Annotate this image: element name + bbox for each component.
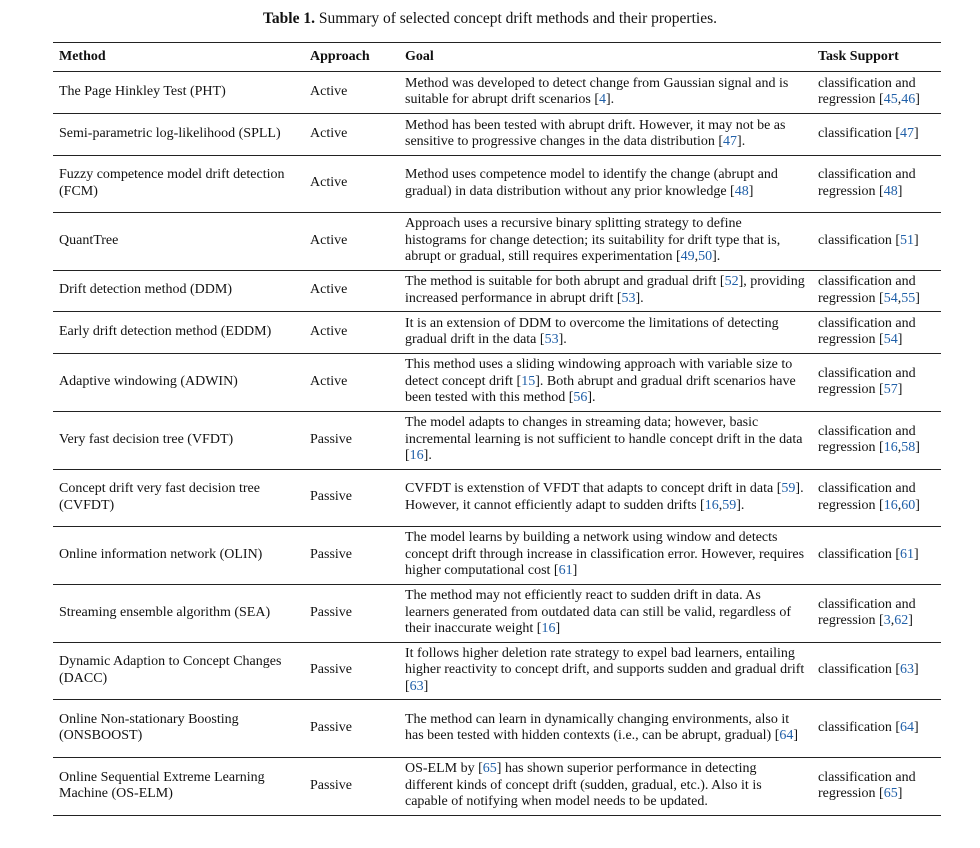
cell-approach: Passive <box>304 757 399 815</box>
table-row <box>53 699 941 757</box>
cell-approach: Passive <box>304 642 399 699</box>
text-run: , <box>897 497 902 513</box>
citation-link[interactable]: 45 <box>883 92 898 107</box>
citation-link[interactable]: 49 <box>680 249 695 265</box>
cell-goal <box>399 642 812 699</box>
citation-link[interactable]: 50 <box>698 249 713 265</box>
cell-goal <box>399 699 812 757</box>
cell-method: Early drift detection method (EDDM) <box>53 311 304 353</box>
cell-method: Online Sequential Extreme Learning Machine (OS-ELM) <box>53 757 304 815</box>
cell-method: Streaming ensemble algorithm (SEA) <box>53 584 304 642</box>
table-caption-label: Table 1. <box>262 10 315 27</box>
citation-link[interactable]: 64 <box>900 719 915 735</box>
table-row <box>53 353 941 411</box>
cell-task-support <box>812 469 941 526</box>
citation-link[interactable]: 46 <box>901 92 916 107</box>
text-run: ]. <box>423 448 432 464</box>
text-run: ] <box>915 440 920 455</box>
table-row <box>53 526 941 584</box>
cell-task-support <box>812 311 941 353</box>
text-run: ]. <box>606 92 615 107</box>
citation-link[interactable]: 48 <box>883 183 898 199</box>
text-run: , <box>694 249 699 265</box>
text-run: ]. <box>587 390 596 406</box>
table-row <box>53 469 941 526</box>
text-run: classification and regression [ <box>818 596 916 628</box>
cell-approach: Active <box>304 311 399 353</box>
cell-task-support <box>812 113 941 155</box>
citation-link[interactable]: 54 <box>883 332 898 347</box>
text-run: classification and regression [ <box>818 365 916 397</box>
cell-approach: Passive <box>304 469 399 526</box>
text-run: classification and regression [ <box>818 167 916 199</box>
citation-link[interactable]: 63 <box>409 678 424 694</box>
cell-goal <box>399 155 812 212</box>
text-run: ]. <box>736 497 745 513</box>
table-body <box>53 71 941 815</box>
cell-method: The Page Hinkley Test (PHT) <box>53 71 304 113</box>
concept-drift-table <box>53 42 941 816</box>
text-run: Method has been tested with abrupt drift. However, it may not be as sensitive to progressive changes in the data distribution [ <box>405 117 786 149</box>
cell-method: Online information network (OLIN) <box>53 526 304 584</box>
cell-approach: Active <box>304 353 399 411</box>
citation-link[interactable]: 16 <box>409 448 424 464</box>
text-run: ] <box>793 728 799 743</box>
text-run: ] <box>897 382 903 397</box>
cell-method: Drift detection method (DDM) <box>53 270 304 311</box>
table-row <box>53 212 941 270</box>
table-row <box>53 757 941 815</box>
citation-link[interactable]: 47 <box>900 125 915 141</box>
cell-approach: Passive <box>304 699 399 757</box>
citation-link[interactable]: 59 <box>781 481 796 496</box>
citation-link[interactable]: 58 <box>901 440 916 455</box>
text-run: ]. <box>635 290 644 306</box>
text-run: It is an extension of DDM to overcome the limitations of detecting gradual drift in the data [ <box>405 315 779 347</box>
cell-method: Dynamic Adaption to Concept Changes (DACC) <box>53 642 304 699</box>
cell-goal <box>399 212 812 270</box>
citation-link[interactable]: 15 <box>521 373 536 389</box>
text-run: ] <box>572 563 578 579</box>
text-run: The method can learn in dynamically changing environments, also it has been tested with hidden contexts (i.e., can be abrupt, gradual) [ <box>405 711 790 743</box>
text-run: It follows higher deletion rate strategy to expel bad learners, entailing higher reactivity to concept drift, and supports sudden and gradual drift [ <box>405 645 805 694</box>
citation-link[interactable]: 3 <box>883 613 891 628</box>
text-run: ]. <box>737 134 746 149</box>
citation-link[interactable]: 47 <box>723 134 738 149</box>
citation-link[interactable]: 16 <box>883 497 898 513</box>
table-row <box>53 584 941 642</box>
text-run: ] <box>897 332 903 347</box>
text-run: , <box>718 497 723 513</box>
text-run: ]. Both abrupt and gradual drift scenarios have been tested with this method [ <box>405 373 796 406</box>
citation-link[interactable]: 55 <box>901 290 916 306</box>
citation-link[interactable]: 65 <box>482 761 497 777</box>
table-row <box>53 411 941 469</box>
citation-link[interactable]: 62 <box>894 613 909 628</box>
cell-task-support <box>812 411 941 469</box>
cell-goal <box>399 757 812 815</box>
text-run: The model adapts to changes in streaming data; however, basic incremental learning is not sufficient to handle concept drift in the data [ <box>405 415 803 464</box>
table-row <box>53 642 941 699</box>
cell-goal <box>399 353 812 411</box>
table-row <box>53 270 941 311</box>
cell-goal <box>399 311 812 353</box>
table-container <box>53 42 941 816</box>
table-row <box>53 155 941 212</box>
cell-method: QuantTree <box>53 212 304 270</box>
text-run: ] <box>914 546 919 562</box>
cell-task-support <box>812 353 941 411</box>
text-run: ] <box>897 183 903 199</box>
text-run: ] <box>914 719 919 735</box>
citation-link[interactable]: 61 <box>900 546 915 562</box>
header-method: Method <box>53 43 304 72</box>
cell-goal <box>399 526 812 584</box>
text-run: The model learns by building a network using window and detects concept drift through increase in classification error. However, requires higher computational cost [ <box>405 530 805 579</box>
text-run: ] <box>555 621 561 637</box>
citation-link[interactable]: 56 <box>573 390 588 406</box>
text-run: , <box>897 92 902 107</box>
citation-link[interactable]: 63 <box>900 662 915 678</box>
citation-link[interactable]: 53 <box>544 332 559 347</box>
text-run: The method is suitable for both abrupt and gradual drift [ <box>405 274 725 289</box>
table-row <box>53 311 941 353</box>
text-run: The method may not efficiently react to sudden drift in data. As learners generated from outdated data can still be valid, regardless of their inaccurate weight [ <box>405 588 792 637</box>
text-run: ] <box>914 232 919 248</box>
citation-link[interactable]: 16 <box>883 440 898 455</box>
citation-link[interactable]: 51 <box>900 232 915 248</box>
text-run: CVFDT is extenstion of VFDT that adapts to concept drift in data [ <box>405 481 782 496</box>
citation-link[interactable]: 64 <box>779 728 794 743</box>
header-goal: Goal <box>399 43 812 72</box>
cell-goal <box>399 270 812 311</box>
text-run: classification [ <box>818 232 901 248</box>
cell-task-support <box>812 642 941 699</box>
text-run: ] <box>914 125 919 141</box>
cell-goal <box>399 584 812 642</box>
citation-link[interactable]: 59 <box>722 497 737 513</box>
citation-link[interactable]: 57 <box>883 382 898 397</box>
citation-link[interactable]: 60 <box>901 497 916 513</box>
citation-link[interactable]: 54 <box>883 290 898 306</box>
cell-approach: Active <box>304 270 399 311</box>
text-run: ] <box>915 92 920 107</box>
citation-link[interactable]: 16 <box>541 621 556 637</box>
cell-method: Adaptive windowing (ADWIN) <box>53 353 304 411</box>
text-run: classification and regression [ <box>818 423 916 455</box>
cell-task-support <box>812 584 941 642</box>
text-run: classification and regression [ <box>818 315 916 347</box>
text-run: ] <box>915 497 920 513</box>
text-run: ] <box>423 678 429 694</box>
cell-approach: Active <box>304 155 399 212</box>
table-header-row <box>53 43 941 72</box>
table-row <box>53 71 941 113</box>
text-run: classification and regression [ <box>818 769 916 801</box>
cell-approach: Passive <box>304 411 399 469</box>
text-run: , <box>897 440 902 455</box>
cell-goal <box>399 469 812 526</box>
cell-task-support <box>812 155 941 212</box>
citation-link[interactable]: 4 <box>599 92 606 107</box>
text-run: ] <box>915 290 920 306</box>
cell-goal <box>399 71 812 113</box>
text-run: ] <box>908 613 913 628</box>
text-run: classification and regression [ <box>818 481 916 513</box>
citation-link[interactable]: 65 <box>883 786 898 801</box>
text-run: classification [ <box>818 546 901 562</box>
citation-link[interactable]: 16 <box>704 497 719 513</box>
text-run: This method uses a sliding windowing approach with variable size to detect concept drift [ <box>405 357 793 389</box>
cell-approach: Active <box>304 113 399 155</box>
text-run: , <box>890 613 895 628</box>
text-run: , <box>897 290 902 306</box>
text-run: classification and regression [ <box>818 274 916 306</box>
cell-method: Semi-parametric log-likelihood (SPLL) <box>53 113 304 155</box>
text-run: classification [ <box>818 662 901 678</box>
citation-link[interactable]: 48 <box>734 183 749 199</box>
citation-link[interactable]: 61 <box>558 563 573 579</box>
cell-approach: Active <box>304 71 399 113</box>
header-task-support: Task Support <box>812 43 941 72</box>
text-run: classification [ <box>818 719 901 735</box>
text-run: ] <box>914 662 919 678</box>
table-row <box>53 113 941 155</box>
text-run: classification [ <box>818 125 901 141</box>
text-run: ]. <box>558 332 567 347</box>
text-run: OS-ELM by [ <box>405 761 483 777</box>
cell-method: Online Non-stationary Boosting (ONSBOOST) <box>53 699 304 757</box>
cell-approach: Passive <box>304 584 399 642</box>
text-run: ]. However, it cannot efficiently adapt to sudden drifts [ <box>405 481 804 513</box>
text-run: Method was developed to detect change from Gaussian signal and is suitable for abrupt drift scenarios [ <box>405 75 789 107</box>
cell-goal <box>399 113 812 155</box>
cell-approach: Active <box>304 212 399 270</box>
citation-link[interactable]: 53 <box>621 290 636 306</box>
citation-link[interactable]: 52 <box>724 274 739 289</box>
header-approach: Approach <box>304 43 399 72</box>
cell-task-support <box>812 71 941 113</box>
cell-approach: Passive <box>304 526 399 584</box>
cell-method: Concept drift very fast decision tree (CVFDT) <box>53 469 304 526</box>
text-run: ] <box>897 786 903 801</box>
cell-task-support <box>812 699 941 757</box>
cell-method: Very fast decision tree (VFDT) <box>53 411 304 469</box>
text-run: ], providing increased performance in abrupt drift [ <box>405 274 805 306</box>
text-run: ] <box>748 183 754 199</box>
text-run: classification and regression [ <box>818 75 916 107</box>
text-run: ]. <box>712 249 721 265</box>
cell-task-support <box>812 270 941 311</box>
table-caption <box>0 10 980 28</box>
cell-method: Fuzzy competence model drift detection (FCM) <box>53 155 304 212</box>
text-run: Approach uses a recursive binary splitting strategy to define histograms for change detection; its suitability for drift type that is, abrupt or gradual, still requires experimentation [ <box>405 216 781 265</box>
text-run: ] has shown superior performance in detecting different kinds of concept drift (sudden, gradual, etc.). Also it is capable of notifying when model needs to be updated. <box>405 761 762 810</box>
cell-task-support <box>812 526 941 584</box>
cell-task-support <box>812 212 941 270</box>
cell-task-support <box>812 757 941 815</box>
table-caption-text: Summary of selected concept drift methods and their properties. <box>318 10 717 27</box>
text-run: Method uses competence model to identify the change (abrupt and gradual) in data distribution without any prior knowledge [ <box>405 167 778 199</box>
cell-goal <box>399 411 812 469</box>
